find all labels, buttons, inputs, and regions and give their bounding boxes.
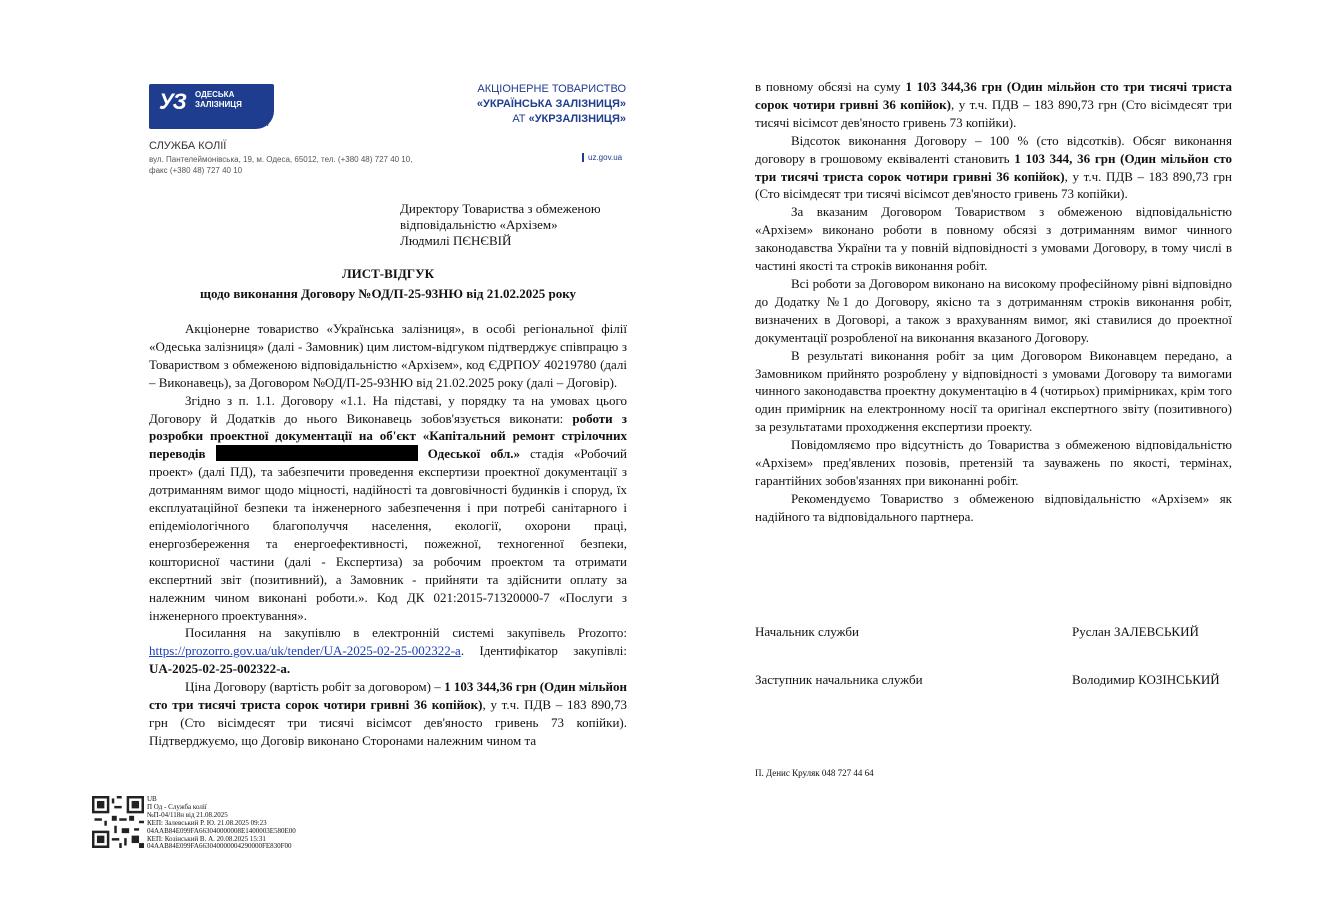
uz-logo-mark: УЗ	[159, 89, 186, 114]
paragraph: В результаті виконання робіт за цим Договором Виконавцем передано, а Замовником прийнято розроблену у відповідності з умовами Договору та вимогами чинного законодавства проектну документацію в 4 (чотирьох) примірниках, крім того один примірник на електронному носії та оригінал експертного звіту (позитивного) за результатами проходження експертизи проекту.	[755, 347, 1232, 435]
paragraph: Ціна Договору (вартість робіт за договором) – 1 103 344,36 грн (Один мільйон сто три тисячі триста сорок чотири гривні 36 копійок), у т.ч. ПДВ – 183 890,73 грн (Сто вісімдесят три тисячі вісімсот дев'яносто гривень 73 копійки). Підтверджуємо, що Договір виконано Сторонами належним чином та	[149, 679, 627, 748]
paragraph: Посилання на закупівлю в електронній системі закупівель Prozorro: https://prozorro.gov.ua/uk/tender/UA-2025-02-25-002322-a. Ідентифікатор закупівлі: UA-2025-02-25-002322-a.	[149, 625, 627, 677]
logo-subtitle: РЕГІОНАЛЬНА ФІЛІЯ	[196, 121, 269, 128]
signature-name-2: Володимир КОЗІНСЬКИЙ	[1072, 672, 1220, 687]
paragraph: Повідомляємо про відсутність до Товариства з обмеженою відповідальністю «Архізем» пред'явлених позовів, претензій та зауважень по якості, термінах, гарантійних зобов'язаннях при виконанні робіт.	[755, 437, 1232, 488]
e-signature-stamp: UB П Од - Служба колії №П-04/118н від 21.08.2025 КЕП: Залевський Р. Ю. 21.08.2025 09:23 04AAB84E099FA663040000008E1400003E580E00 КЕП: Козінський В. А. 20.08.2025 15:31 04AAB84E099FA663040000004290000FE830F00	[147, 795, 296, 851]
signature-role-1: Начальник служби	[755, 624, 859, 639]
right-body	[755, 78, 1232, 526]
redaction-block	[216, 445, 418, 461]
document-title: ЛИСТ-ВІДГУК щодо виконання Договору №ОД/П-25-93НЮ від 21.02.2025 року	[199, 266, 577, 301]
paragraph: Рекомендуємо Товариство з обмеженою відповідальністю «Архізем» як надійного та відповідального партнера.	[755, 490, 1232, 524]
website-link[interactable]: uz.gov.ua	[582, 153, 622, 162]
paragraph: Відсоток виконання Договору – 100 % (сто відсотків). Обсяг виконання договору в грошовому еквіваленті становить 1 103 344, 36 грн (Один мільйон сто три тисячі триста сорок чотири гривні 36 копійок), у т.ч. ПДВ – 183 890,73 грн (Сто вісімдесят три тисячі вісімсот дев'яносто гривень 73 копійки).	[755, 132, 1232, 202]
page-left	[0, 0, 662, 917]
qr-code	[92, 796, 144, 848]
paragraph: За вказаним Договором Товариством з обмеженою відповідальністю «Архізем» виконано роботи в повному обсязі з дотриманням вимог чинного законодавства України та у повній відповідності з умовами Договору, в тому числі в частині якості та строків виконання робіт.	[755, 204, 1232, 274]
paragraph: Згідно з п. 1.1. Договору «1.1. На підставі, у порядку та на умовах цього Договору й Додатків до нього Виконавець зобов'язується виконати: роботи з розробки проектної документації на об'єкт «Капітальний ремонт стрілочних переводів Одеської обл.» стадія «Робочий проект» (далі ПД), та забезпечити проведення експертизи проектної документації з дотриманням вимог щодо міцності, надійності та довговічності будинків і споруд, їх експлуатаційної безпеки та інженерного забезпечення і при потребі санітарного і епідеміологічного благополуччя населення, екології, охорони праці, енергозбереження та енергоефективності, пожежної, техногенної безпеки, кошторисної частини (далі - Експертиза) за робочим проектом та отримати експертний звіт (позитивний), а Замовник - прийняти та здійснити оплату за належним чином виконані роботи.». Код ДК 021:2015-71320000-7 «Послуги з інженерного проектування».	[149, 392, 627, 623]
organization-name: АКЦІОНЕРНЕ ТОВАРИСТВО «УКРАЇНСЬКА ЗАЛІЗНИЦЯ» АТ «УКРЗАЛІЗНИЦЯ»	[476, 83, 626, 125]
signature-role-2: Заступник начальника служби	[755, 672, 923, 687]
signature-name-1: Руслан ЗАЛЕВСЬКИЙ	[1072, 624, 1199, 639]
address: вул. Пантелеймонівська, 19, м. Одеса, 65012, тел. (+380 48) 727 40 10, факс (+380 48) 727 40 10	[149, 155, 413, 175]
uz-logo-text: ОДЕСЬКА ЗАЛІЗНИЦЯ	[195, 90, 242, 109]
service-name: СЛУЖБА КОЛІЇ	[149, 140, 227, 152]
left-body	[149, 320, 627, 750]
paragraph: Всі роботи за Договором виконано на високому професійному рівні відповідно до Додатку №1 до Договору, якісно та з дотриманням строків виконання робіт, визначених в Договорі, а також з врахуванням вимог, які ставилися до проектної документації розробленої на виконання вказаного Договору.	[755, 275, 1232, 345]
paragraph: в повному обсязі на суму 1 103 344,36 грн (Один мільйон сто три тисячі триста сорок чотири гривні 36 копійок), у т.ч. ПДВ – 183 890,73 грн (Сто вісімдесят три тисячі вісімсот дев'яносто гривень 73 копійки).	[755, 79, 1232, 130]
paragraph: Акціонерне товариство «Українська залізниця», в особі регіональної філії «Одеська залізниця» (далі - Замовник) цим листом-відгуком підтверджує співпрацю з Товариством з обмеженою відповідальністю «Архізем», код ЄДРПОУ 40219780 (далі – Виконавець), за Договором №ОД/П-25-93НЮ від 21.02.2025 року (далі – Договір).	[149, 321, 627, 390]
addressee: Директору Товариства з обмеженою відповідальністю «Архізем» Людмилі ПЄНЄВІЙ	[400, 201, 601, 248]
prozorro-link[interactable]: https://prozorro.gov.ua/uk/tender/UA-2025-02-25-002322-a	[149, 643, 461, 659]
executor-info: П. Денис Круляк 048 727 44 64	[755, 768, 874, 778]
